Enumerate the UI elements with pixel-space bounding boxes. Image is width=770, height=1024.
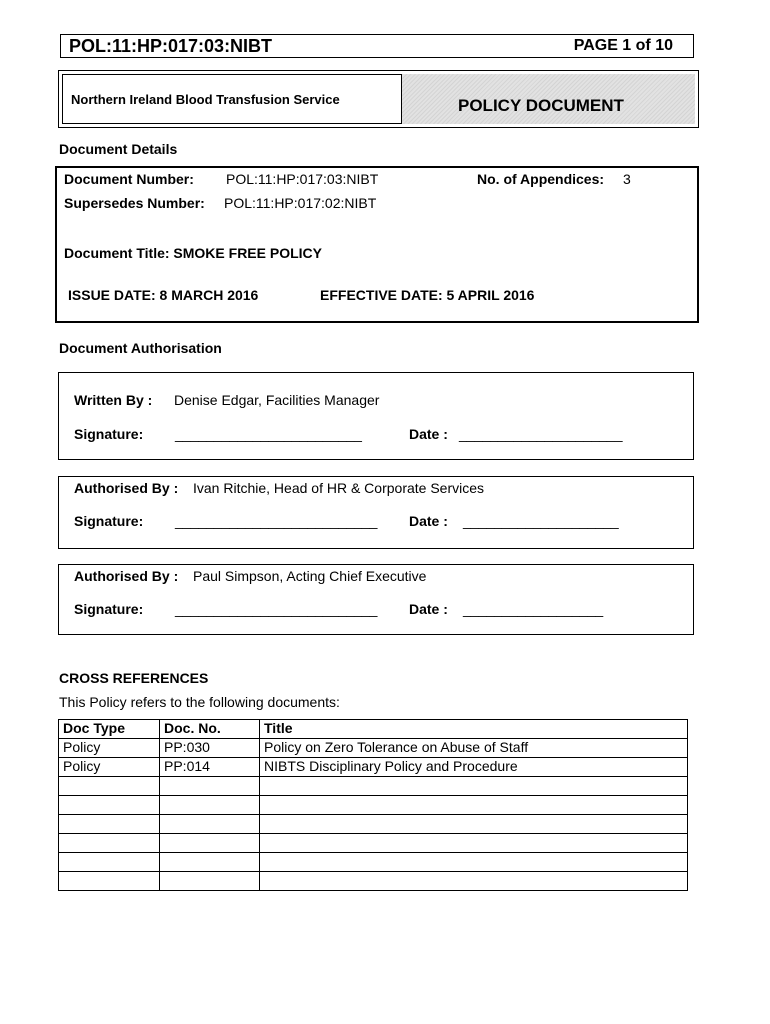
table-row (59, 796, 688, 815)
table-cell (260, 796, 688, 815)
cross-references-table (58, 719, 688, 891)
table-cell: Policy (59, 758, 160, 777)
written-by-person: Denise Edgar, Facilities Manager (174, 392, 380, 408)
signature-line[interactable]: ________________________ (175, 426, 362, 442)
table-row (59, 834, 688, 853)
date-line[interactable]: _____________________ (459, 426, 623, 442)
document-authorisation-heading: Document Authorisation (59, 340, 222, 356)
document-details-box (55, 166, 699, 323)
authorised-by-person: Ivan Ritchie, Head of HR & Corporate Services (193, 480, 485, 496)
org-banner (58, 70, 699, 128)
table-cell (160, 815, 260, 834)
table-cell (59, 796, 160, 815)
table-cell (260, 853, 688, 872)
org-name: Northern Ireland Blood Transfusion Service (71, 92, 340, 107)
org-name-cell (62, 74, 402, 124)
authorised-by-person: Paul Simpson, Acting Chief Executive (193, 568, 427, 584)
signature-line[interactable]: __________________________ (175, 513, 378, 529)
table-cell (260, 815, 688, 834)
table-row (59, 853, 688, 872)
table-cell (160, 872, 260, 891)
page-number: PAGE 1 of 10 (573, 37, 673, 54)
signature-label: Signature: (74, 601, 144, 617)
date-label: Date : (409, 513, 448, 529)
column-header-doc-no: Doc. No. (160, 720, 260, 739)
table-cell (160, 853, 260, 872)
table-cell: PP:014 (160, 758, 260, 777)
table-row (59, 815, 688, 834)
table-cell (260, 834, 688, 853)
document-details-heading: Document Details (59, 141, 178, 157)
document-code: POL:11:HP:017:03:NIBT (69, 36, 273, 56)
table-row (59, 758, 688, 777)
authorised-by-label: Authorised By : (74, 480, 179, 496)
signature-line[interactable]: __________________________ (175, 601, 378, 617)
table-cell (260, 777, 688, 796)
table-cell (59, 853, 160, 872)
date-label: Date : (409, 601, 448, 617)
table-row (59, 777, 688, 796)
effective-date: EFFECTIVE DATE: 5 APRIL 2016 (320, 287, 535, 303)
date-line[interactable]: ____________________ (463, 513, 619, 529)
document-title: Document Title: SMOKE FREE POLICY (64, 245, 322, 261)
date-label: Date : (409, 426, 448, 442)
table-row (59, 872, 688, 891)
column-header-doc-type: Doc Type (59, 720, 160, 739)
written-by-label: Written By : (74, 392, 153, 408)
appendices-value: 3 (623, 171, 631, 187)
signature-label: Signature: (74, 426, 144, 442)
authorised-by-box (58, 564, 694, 635)
table-cell: PP:030 (160, 739, 260, 758)
supersedes-value: POL:11:HP:017:02:NIBT (224, 195, 377, 211)
table-cell (260, 872, 688, 891)
written-by-box (58, 372, 694, 460)
table-row (59, 739, 688, 758)
header-bar (60, 34, 694, 58)
document-number-label: Document Number: (64, 171, 194, 187)
authorised-by-label: Authorised By : (74, 568, 179, 584)
table-header-row (59, 720, 688, 739)
authorised-by-box (58, 476, 694, 549)
appendices-label: No. of Appendices: (477, 171, 605, 187)
supersedes-label: Supersedes Number: (64, 195, 205, 211)
cross-references-heading: CROSS REFERENCES (59, 670, 209, 686)
table-cell (160, 777, 260, 796)
table-cell (160, 796, 260, 815)
table-cell (160, 834, 260, 853)
table-cell (59, 834, 160, 853)
issue-date: ISSUE DATE: 8 MARCH 2016 (68, 287, 259, 303)
table-cell: Policy on Zero Tolerance on Abuse of Staff (260, 739, 688, 758)
table-cell: NIBTS Disciplinary Policy and Procedure (260, 758, 688, 777)
doc-type-cell (402, 74, 695, 124)
date-line[interactable]: __________________ (463, 601, 604, 617)
column-header-title: Title (260, 720, 688, 739)
document-number-value: POL:11:HP:017:03:NIBT (226, 171, 379, 187)
table-cell: Policy (59, 739, 160, 758)
signature-label: Signature: (74, 513, 144, 529)
table-cell (59, 815, 160, 834)
table-cell (59, 872, 160, 891)
cross-references-intro: This Policy refers to the following documents: (59, 694, 340, 710)
doc-type-title: POLICY DOCUMENT (458, 96, 624, 115)
table-cell (59, 777, 160, 796)
